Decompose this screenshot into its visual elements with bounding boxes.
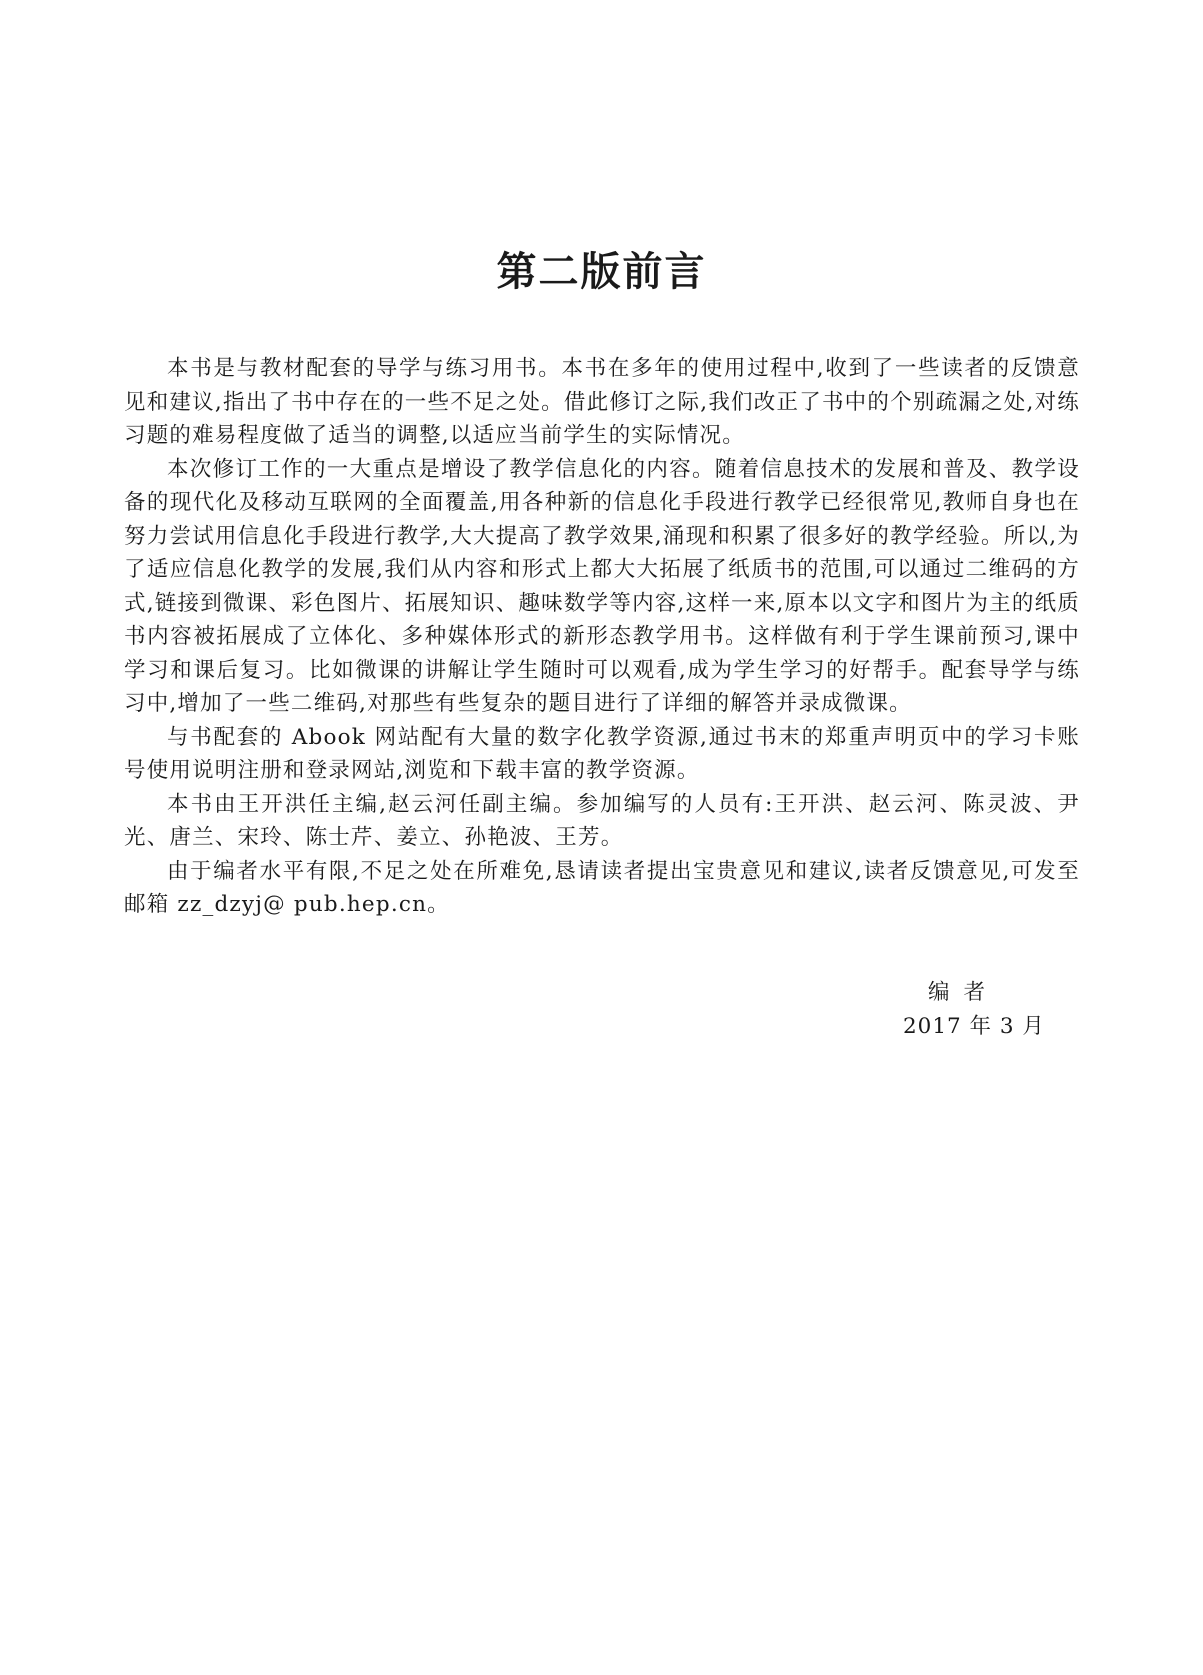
paragraph-3: 与书配套的 Abook 网站配有大量的数字化教学资源,通过书末的郑重声明页中的学习卡账号使用说明注册和登录网站,浏览和下载丰富的教学资源。 bbox=[124, 724, 1080, 783]
paragraph-2: 本次修订工作的一大重点是增设了教学信息化的内容。随着信息技术的发展和普及、教学设备的现代化及移动互联网的全面覆盖,用各种新的信息化手段进行教学已经很常见,教师自身也在努力尝试用信息化手段进行教学,大大提高了教学效果,涌现和积累了很多好的教学经验。所以,为了适应信息化教学的发展,我们从内容和形式上都大大拓展了纸质书的范围,可以通过二维码的方式,链接到微课、彩色图片、拓展知识、趣味数学等内容,这样一来,原本以文字和图片为主的纸质书内容被拓展成了立体化、多种媒体形式的新形态教学用书。这样做有利于学生课前预习,课中学习和课后复习。比如微课的讲解让学生随时可以观看,成为学生学习的好帮手。配套导学与练习中,增加了一些二维码,对那些有些复杂的题目进行了详细的解答并录成微课。 bbox=[124, 456, 1080, 716]
paragraph-5: 由于编者水平有限,不足之处在所难免,恳请读者提出宝贵意见和建议,读者反馈意见,可发至邮箱 zz_dzyj@ pub.hep.cn。 bbox=[124, 858, 1080, 917]
paragraph-4: 本书由王开洪任主编,赵云河任副主编。参加编写的人员有:王开洪、赵云河、陈灵波、尹光、唐兰、宋玲、陈士芹、姜立、孙艳波、王芳。 bbox=[124, 791, 1080, 850]
signature-author: 编者 bbox=[928, 980, 1000, 1005]
signature-date: 2017 年 3 月 bbox=[903, 1014, 1045, 1039]
preface-body bbox=[124, 352, 1080, 922]
paragraph-1: 本书是与教材配套的导学与练习用书。本书在多年的使用过程中,收到了一些读者的反馈意见和建议,指出了书中存在的一些不足之处。借此修订之际,我们改正了书中的个别疏漏之处,对练习题的难易程度做了适当的调整,以适应当前学生的实际情况。 bbox=[124, 356, 1080, 448]
page-title: 第二版前言 bbox=[496, 249, 707, 295]
